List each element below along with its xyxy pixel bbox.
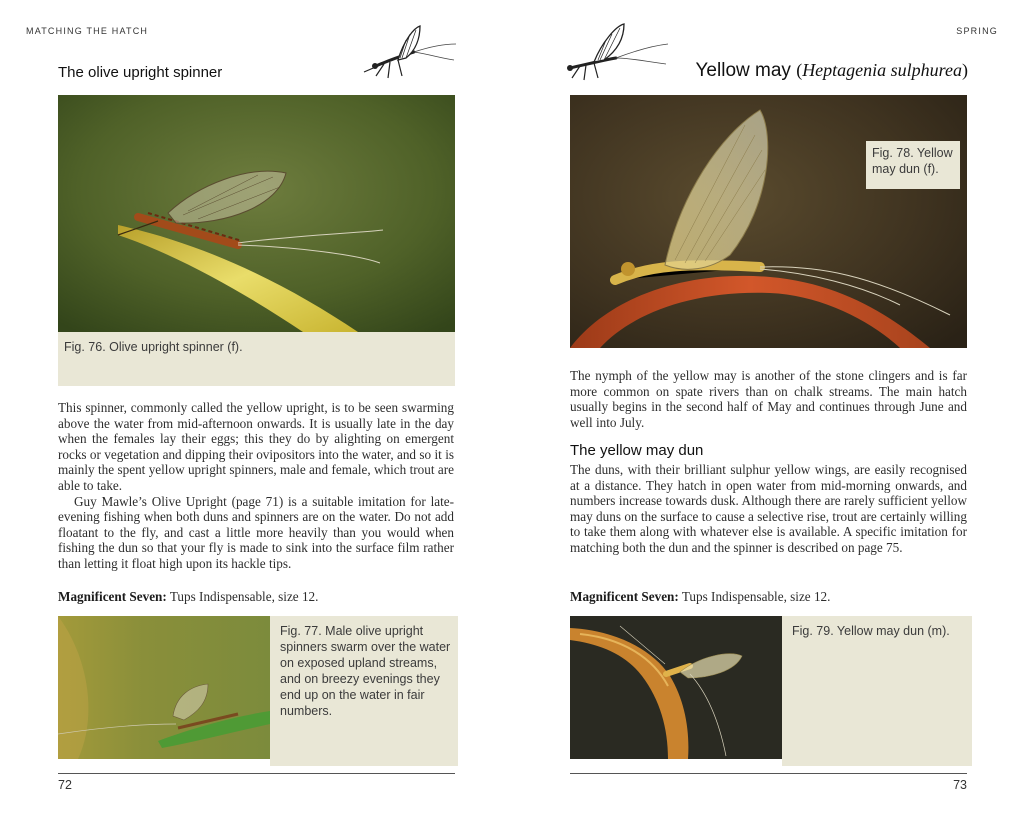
caption-fig-79	[782, 616, 972, 766]
footer-rule-right	[570, 773, 967, 774]
magnificent-seven-label-right: Magnificent Seven:	[570, 589, 679, 604]
paragraph-dun: The duns, with their brilliant sulphur yellow wings, are easily recognised at a distance. They hatch in open water from mid-morning onwards, and numbers increase towards dusk. Although there are rarely sufficient yellow may duns on the surface to cause a selective rise, trout are certainly willing to take them along with whatever else is available. A specific imitation for matching both the dun and the spinner is described on page 75.	[570, 462, 967, 555]
caption-fig-76	[58, 332, 455, 386]
magnificent-seven-left	[58, 589, 318, 605]
page-number-right: 73	[953, 778, 967, 792]
page-number-left: 72	[58, 778, 72, 792]
magnificent-seven-text-right: Tups Indispensable, size 12.	[681, 589, 831, 604]
caption-fig-77	[270, 616, 458, 766]
mayfly-illustration-left	[354, 20, 458, 84]
paragraph-intro: The nymph of the yellow may is another of the stone clingers and is far more common on spate rivers than on chalk streams. The main hatch usually begins in the second half of May and continues through June and well into July.	[570, 368, 967, 430]
title-common-name: Yellow may	[695, 60, 791, 81]
caption-fig-78	[866, 141, 960, 189]
magnificent-seven-label-left: Magnificent Seven:	[58, 589, 167, 604]
paragraph-2: Guy Mawle’s Olive Upright (page 71) is a suitable imitation for late-evening fishing when both duns and spinners are on the water. Do not add floatant to the fly, and cast a little more heavily than you would when fishing the dun so that your fly is made to sink into the surface film rather than letting it float high upon its hackle tips.	[58, 493, 454, 571]
page-title-yellow-may	[696, 60, 969, 82]
photo-yellow-may-dun-male	[570, 616, 782, 759]
body-text-right-dun	[570, 462, 967, 556]
caption-fig-79-text: Fig. 79. Yellow may dun (m).	[792, 624, 950, 638]
mayfly-illustration-right	[566, 20, 670, 84]
body-text-right-intro	[570, 368, 967, 430]
subheading-yellow-may-dun: The yellow may dun	[570, 442, 704, 459]
right-page	[512, 0, 1024, 829]
photo-male-olive-upright-spinner	[58, 616, 270, 759]
running-head-right: SPRING	[956, 26, 998, 36]
running-head-left: MATCHING THE HATCH	[26, 26, 149, 36]
title-scientific-name: (Heptagenia sulphurea)	[796, 60, 968, 80]
footer-rule-left	[58, 773, 455, 774]
photo-olive-upright-spinner	[58, 95, 455, 332]
caption-fig-77-text: Fig. 77. Male olive upright spinners swarm over the water on exposed upland streams, and on breezy evenings they end up on the water in fair numbers.	[280, 624, 451, 718]
magnificent-seven-right	[570, 589, 830, 605]
caption-fig-76-text: Fig. 76. Olive upright spinner (f).	[64, 340, 243, 354]
paragraph-1: This spinner, commonly called the yellow upright, is to be seen swarming above the water from mid-afternoon onwards. It is usually late in the day when the females lay their eggs; this they do by alighting on emergent rocks or vegetation and dipping their ovipositors into the water, and so it is mainly the spent yellow upright spinners, male and female, which trout are able to take.	[58, 400, 454, 493]
body-text-left	[58, 400, 454, 572]
section-title-olive-upright-spinner: The olive upright spinner	[58, 64, 223, 81]
magnificent-seven-text-left: Tups Indispensable, size 12.	[169, 589, 319, 604]
photo-yellow-may-dun-female	[570, 95, 967, 348]
caption-fig-78-text: Fig. 78. Yellow may dun (f).	[872, 146, 953, 176]
